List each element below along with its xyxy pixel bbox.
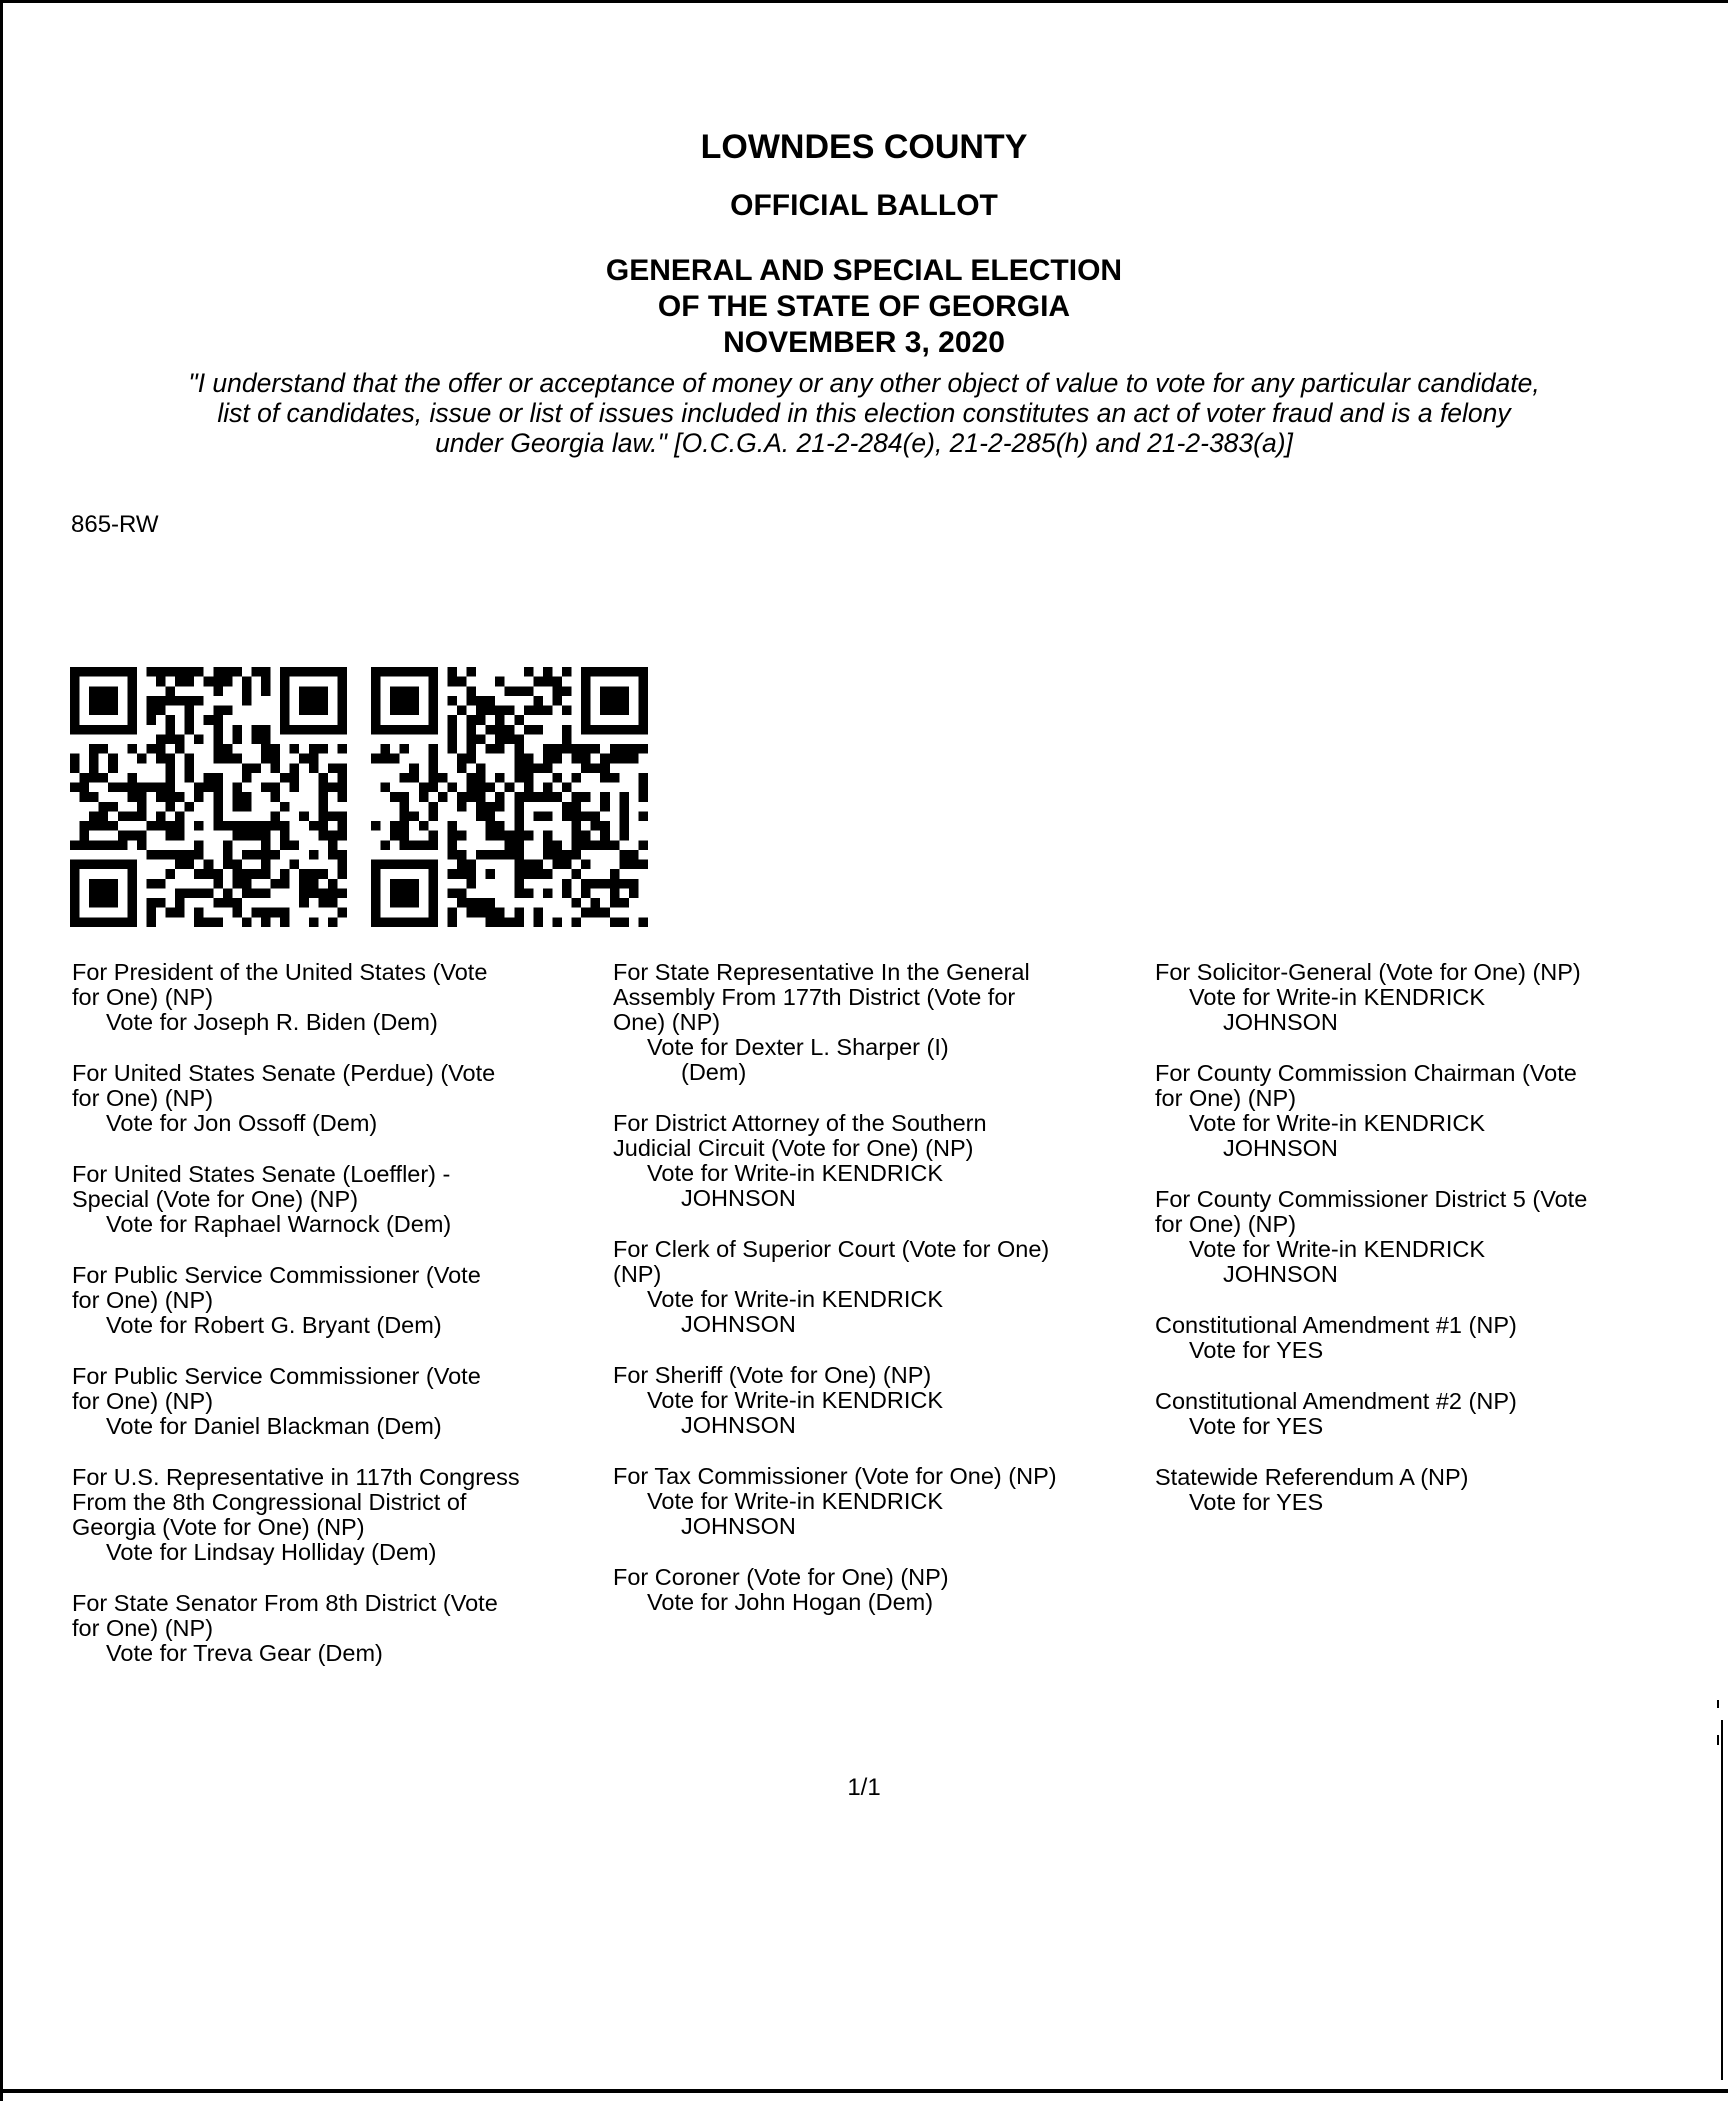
vote-choice-line: JOHNSON — [681, 1412, 796, 1438]
contest-title-line: Assembly From 177th District (Vote for — [613, 984, 1016, 1010]
contest-selection — [1155, 1389, 1715, 1439]
contest-selection — [613, 1464, 1158, 1539]
scan-frame-top — [0, 0, 1728, 3]
vote-choice-line: Vote for Dexter L. Sharper (I) — [647, 1034, 949, 1060]
contest-title-line: For Sheriff (Vote for One) (NP) — [613, 1362, 932, 1388]
qr-code-icon — [371, 667, 648, 927]
contest-title-line: For State Senator From 8th District (Vote — [72, 1590, 498, 1616]
contest-title-line: for One) (NP) — [72, 984, 214, 1010]
vote-choice-line: Vote for Robert G. Bryant (Dem) — [106, 1312, 442, 1338]
scan-frame-bottom — [0, 2089, 1728, 2093]
qr-code-icon — [70, 667, 347, 927]
vote-choice-line: Vote for Write-in KENDRICK — [1189, 1236, 1486, 1262]
contest-title-line: for One) (NP) — [72, 1287, 214, 1313]
vote-choice-line: Vote for YES — [1189, 1413, 1324, 1439]
vote-choice-line: JOHNSON — [1223, 1261, 1338, 1287]
vote-choice-line: Vote for Write-in KENDRICK — [647, 1488, 944, 1514]
contest-selection — [613, 960, 1158, 1085]
contest-title-line: One) (NP) — [613, 1009, 721, 1035]
vote-choice-line: Vote for Treva Gear (Dem) — [106, 1640, 383, 1666]
contest-title-line: Special (Vote for One) (NP) — [72, 1186, 359, 1212]
election-date: NOVEMBER 3, 2020 — [723, 326, 1005, 359]
contest-selection — [1155, 1465, 1715, 1515]
scan-speck — [1717, 1700, 1719, 1708]
contest-selection — [72, 1162, 602, 1237]
contest-selection — [1155, 1187, 1715, 1287]
contest-title-line: For Coroner (Vote for One) (NP) — [613, 1564, 949, 1590]
vote-choice-line: (Dem) — [681, 1059, 747, 1085]
vote-choice-line: Vote for Write-in KENDRICK — [1189, 984, 1486, 1010]
contest-selection — [613, 1237, 1158, 1337]
contest-title-line: For United States Senate (Loeffler) - — [72, 1161, 451, 1187]
contest-column-right — [1155, 960, 1715, 1541]
contest-selection — [72, 1364, 602, 1439]
vote-choice-line: JOHNSON — [1223, 1009, 1338, 1035]
contest-column-middle — [613, 960, 1158, 1641]
contest-title-line: For Solicitor-General (Vote for One) (NP) — [1155, 959, 1581, 985]
contest-selection — [1155, 1061, 1715, 1161]
vote-choice-line: Vote for Lindsay Holliday (Dem) — [106, 1539, 437, 1565]
contest-title-line: for One) (NP) — [72, 1615, 214, 1641]
vote-choice-line: JOHNSON — [1223, 1135, 1338, 1161]
contest-title-line: For Public Service Commissioner (Vote — [72, 1262, 481, 1288]
page-number: 1/1 — [847, 1774, 881, 1801]
contest-title-line: From the 8th Congressional District of — [72, 1489, 467, 1515]
county-title: LOWNDES COUNTY — [700, 128, 1028, 166]
vote-choice-line: JOHNSON — [681, 1185, 796, 1211]
vote-choice-line: Vote for Write-in KENDRICK — [647, 1160, 944, 1186]
ballot-type-title: OFFICIAL BALLOT — [730, 189, 998, 222]
contest-title-line: For President of the United States (Vote — [72, 959, 488, 985]
vote-choice-line: JOHNSON — [681, 1311, 796, 1337]
vote-choice-line: Vote for Write-in KENDRICK — [1189, 1110, 1486, 1136]
voter-oath-statement — [60, 368, 1668, 458]
contest-column-left — [72, 960, 602, 1692]
contest-title-line: For Clerk of Superior Court (Vote for One) — [613, 1236, 1050, 1262]
contest-title-line: For State Representative In the General — [613, 959, 1030, 985]
contest-selection — [1155, 1313, 1715, 1363]
election-title-line: GENERAL AND SPECIAL ELECTION — [605, 254, 1123, 287]
vote-choice-line: Vote for Joseph R. Biden (Dem) — [106, 1009, 438, 1035]
oath-line: "I understand that the offer or acceptance of money or any other object of value to vote for any particular candidate, — [188, 368, 1540, 398]
vote-choice-line: Vote for Daniel Blackman (Dem) — [106, 1413, 442, 1439]
contest-selection — [1155, 960, 1715, 1035]
ballot-header — [0, 128, 1728, 361]
vote-choice-line: Vote for Jon Ossoff (Dem) — [106, 1110, 378, 1136]
ballot-style-code: 865-RW — [71, 511, 159, 538]
election-title — [0, 253, 1728, 361]
contest-title-line: Georgia (Vote for One) (NP) — [72, 1514, 365, 1540]
vote-choice-line: Vote for Write-in KENDRICK — [647, 1286, 944, 1312]
contest-title-line: For County Commissioner District 5 (Vote — [1155, 1186, 1588, 1212]
contest-selection — [72, 1061, 602, 1136]
contest-title-line: (NP) — [613, 1261, 662, 1287]
scan-speck — [1717, 1735, 1719, 1745]
contest-title-line: for One) (NP) — [1155, 1085, 1297, 1111]
contest-title-line: Constitutional Amendment #2 (NP) — [1155, 1388, 1517, 1414]
contest-selection — [72, 1591, 602, 1666]
contest-title-line: For Public Service Commissioner (Vote — [72, 1363, 481, 1389]
contest-title-line: For County Commission Chairman (Vote — [1155, 1060, 1577, 1086]
contest-selection — [72, 1263, 602, 1338]
contest-title-line: for One) (NP) — [72, 1085, 214, 1111]
contest-title-line: For United States Senate (Perdue) (Vote — [72, 1060, 496, 1086]
contest-title-line: for One) (NP) — [72, 1388, 214, 1414]
contest-selection — [613, 1565, 1158, 1615]
contest-title-line: For U.S. Representative in 117th Congress — [72, 1464, 520, 1490]
contest-selection — [613, 1111, 1158, 1211]
contest-title-line: for One) (NP) — [1155, 1211, 1297, 1237]
contest-title-line: Constitutional Amendment #1 (NP) — [1155, 1312, 1517, 1338]
vote-choice-line: JOHNSON — [681, 1513, 796, 1539]
oath-line: list of candidates, issue or list of issues included in this election constitutes an act of voter fraud and is a felony — [217, 398, 1511, 428]
contest-selection — [613, 1363, 1158, 1438]
vote-choice-line: Vote for YES — [1189, 1489, 1324, 1515]
vote-choice-line: Vote for Raphael Warnock (Dem) — [106, 1211, 452, 1237]
vote-choice-line: Vote for YES — [1189, 1337, 1324, 1363]
contest-title-line: Judicial Circuit (Vote for One) (NP) — [613, 1135, 974, 1161]
election-title-line: OF THE STATE OF GEORGIA — [657, 290, 1071, 323]
contest-title-line: Statewide Referendum A (NP) — [1155, 1464, 1469, 1490]
contest-selection — [72, 960, 602, 1035]
contest-title-line: For District Attorney of the Southern — [613, 1110, 987, 1136]
vote-choice-line: Vote for John Hogan (Dem) — [647, 1589, 934, 1615]
contest-selection — [72, 1465, 602, 1565]
contest-title-line: For Tax Commissioner (Vote for One) (NP) — [613, 1463, 1057, 1489]
vote-choice-line: Vote for Write-in KENDRICK — [647, 1387, 944, 1413]
oath-line: under Georgia law." [O.C.G.A. 21-2-284(e), 21-2-285(h) and 21-2-383(a)] — [435, 428, 1293, 458]
